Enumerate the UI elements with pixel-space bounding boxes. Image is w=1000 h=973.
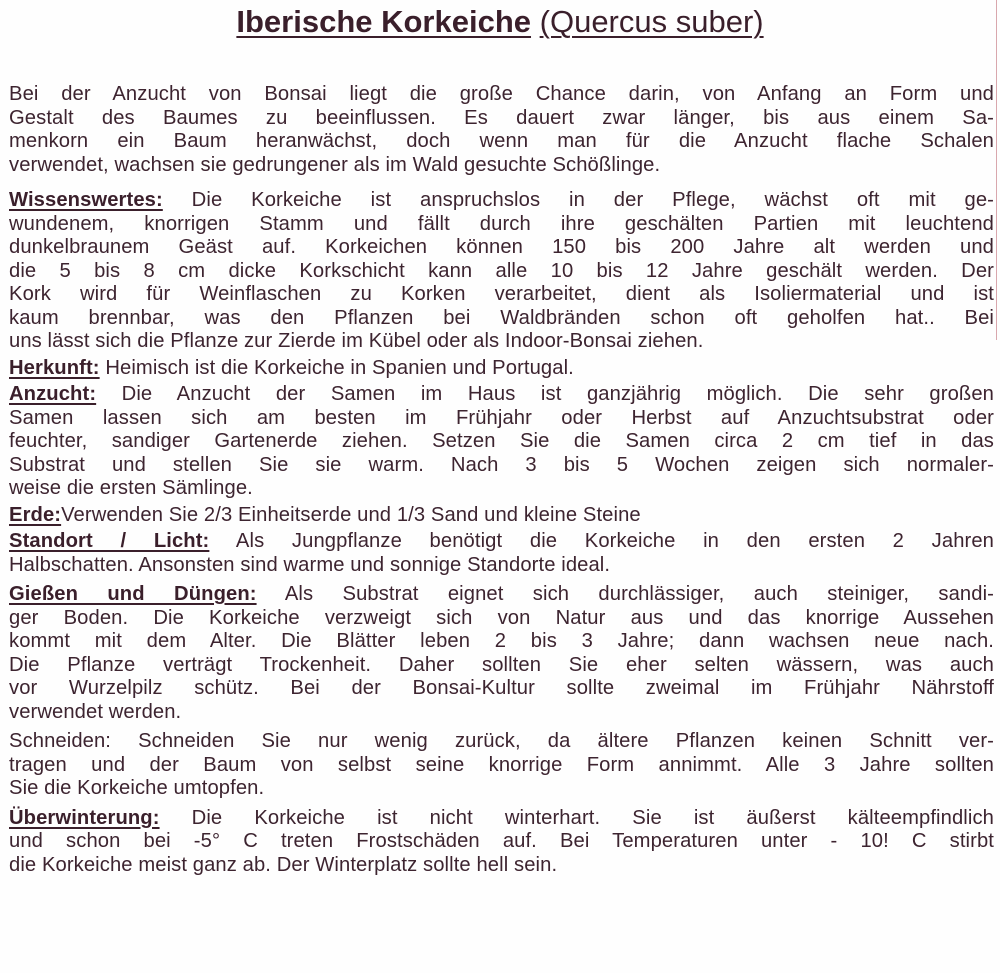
text-line: ger Boden. Die Korkeiche verzweigt sich von Natur aus und das knorrige Aussehen [9,606,994,629]
text-run: Die Anzucht der Samen im Haus ist ganzjährig möglich. Die sehr großen [96,383,994,405]
text-line: Die Pflanze verträgt Trockenheit. Daher sollten Sie eher selten wässern, was auch [9,653,994,676]
text-line-with-heading [9,807,994,831]
text-line: Samen lassen sich am besten im Frühjahr oder Herbst auf Anzuchtsubstrat oder [9,406,994,429]
text-run: Als Substrat eignet sich durchlässiger, auch steiniger, sandi- [256,583,994,605]
section-herkunft [9,357,994,381]
text-line: kommt mit dem Alter. Die Blätter leben 2 bis 3 Jahre; dann wachsen neue nach. [9,630,994,652]
text-line: Gestalt des Baumes zu beeinflussen. Es dauert zwar länger, bis aus einem Sa- [9,106,994,129]
text-line: dunkelbraunem Geäst auf. Korkeichen können 150 bis 200 Jahre alt werden und [9,236,994,258]
text-line: und schon bei -5° C treten Frostschäden auf. Bei Temperaturen unter - 10! C stirbt [9,830,994,852]
text-line: wundenem, knorrigen Stamm und fällt durch ihre geschälten Partien mit leuchtend [9,212,994,235]
text-line: Kork wird für Weinflaschen zu Korken verarbeitet, dient als Isoliermaterial und ist [9,283,994,305]
section-giessen-duengen [9,583,994,724]
text-run: Die Korkeiche ist anspruchslos in der Pflege, wächst oft mit ge- [162,189,994,211]
title-scientific-name: (Quercus suber) [539,4,764,39]
section-heading: Wissenswertes: [9,189,163,211]
text-line-with-heading [9,583,994,607]
text-line: Schneiden: Schneiden Sie nur wenig zurück, da ältere Pflanzen keinen Schnitt ver- [9,730,994,752]
section-heading: Anzucht: [9,383,97,405]
text-line: Substrat und stellen Sie sie warm. Nach 3 bis 5 Wochen zeigen sich normaler- [9,453,994,476]
text-line-with-heading [9,383,994,407]
section-standort-licht [9,530,994,577]
text-line: feuchter, sandiger Gartenerde ziehen. Setzen Sie die Samen circa 2 cm tief in das [9,430,994,452]
text-run: Die Korkeiche ist nicht winterhart. Sie ist äußerst kälteempfindlich [159,806,994,829]
text-line: Sie die Korkeiche umtopfen. [9,777,265,799]
section-ueberwinterung [9,807,994,878]
section-heading: Erde: [9,503,62,526]
section-heading: Überwinterung: [9,806,160,829]
text-line: vor Wurzelpilz schütz. Bei der Bonsai-Kultur sollte zweimal im Frühjahr Nährstoff [9,677,994,699]
title-common-name: Iberische Korkeiche [236,4,532,39]
text-line: kaum brennbar, was den Pflanzen bei Waldbränden schon oft geholfen hat.. Bei [9,306,994,329]
text-line: Halbschatten. Ansonsten sind warme und sonnige Standorte ideal. [9,553,611,576]
text-line: verwendet, wachsen sie gedrungener als im Wald gesuchte Schößlinge. [9,153,661,176]
text-line: menkorn ein Baum heranwächst, doch wenn man für die Anzucht flache Schalen [9,130,994,152]
section-heading: Herkunft: [9,356,100,379]
document-body [9,83,994,877]
document-title [0,2,1000,42]
text-line: verwendet werden. [9,700,182,723]
text-line: die 5 bis 8 cm dicke Korkschicht kann alle 10 bis 12 Jahre geschält werden. Der [9,259,994,282]
text-run: Heimisch ist die Korkeiche in Spanien und Portugal. [99,356,574,379]
scan-edge-line [996,0,997,340]
text-line: weise die ersten Sämlinge. [9,477,253,499]
text-line: uns lässt sich die Pflanze zur Zierde im Kübel oder als Indoor-Bonsai ziehen. [9,330,704,352]
text-line: tragen und der Baum von selbst seine knorrige Form annimmt. Alle 3 Jahre sollten [9,753,994,776]
text-line-with-heading [9,530,994,554]
section-schneiden [9,730,994,801]
section-wissenswertes [9,189,994,354]
section-heading: Gießen und Düngen: [9,583,257,605]
text-line-with-heading [9,504,994,528]
section-heading: Standort / Licht: [9,530,210,552]
text-line-with-heading [9,189,994,213]
text-run: Verwenden Sie 2/3 Einheitserde und 1/3 Sand und kleine Steine [61,503,641,526]
intro-paragraph [9,83,994,177]
text-line: die Korkeiche meist ganz ab. Der Winterplatz sollte hell sein. [9,853,558,876]
text-run: Als Jungpflanze benötigt die Korkeiche in den ersten 2 Jahren [209,530,994,552]
text-line-with-heading [9,357,994,381]
text-line: Bei der Anzucht von Bonsai liegt die große Chance darin, von Anfang an Form und [9,83,994,105]
section-erde [9,504,994,528]
section-anzucht [9,383,994,501]
